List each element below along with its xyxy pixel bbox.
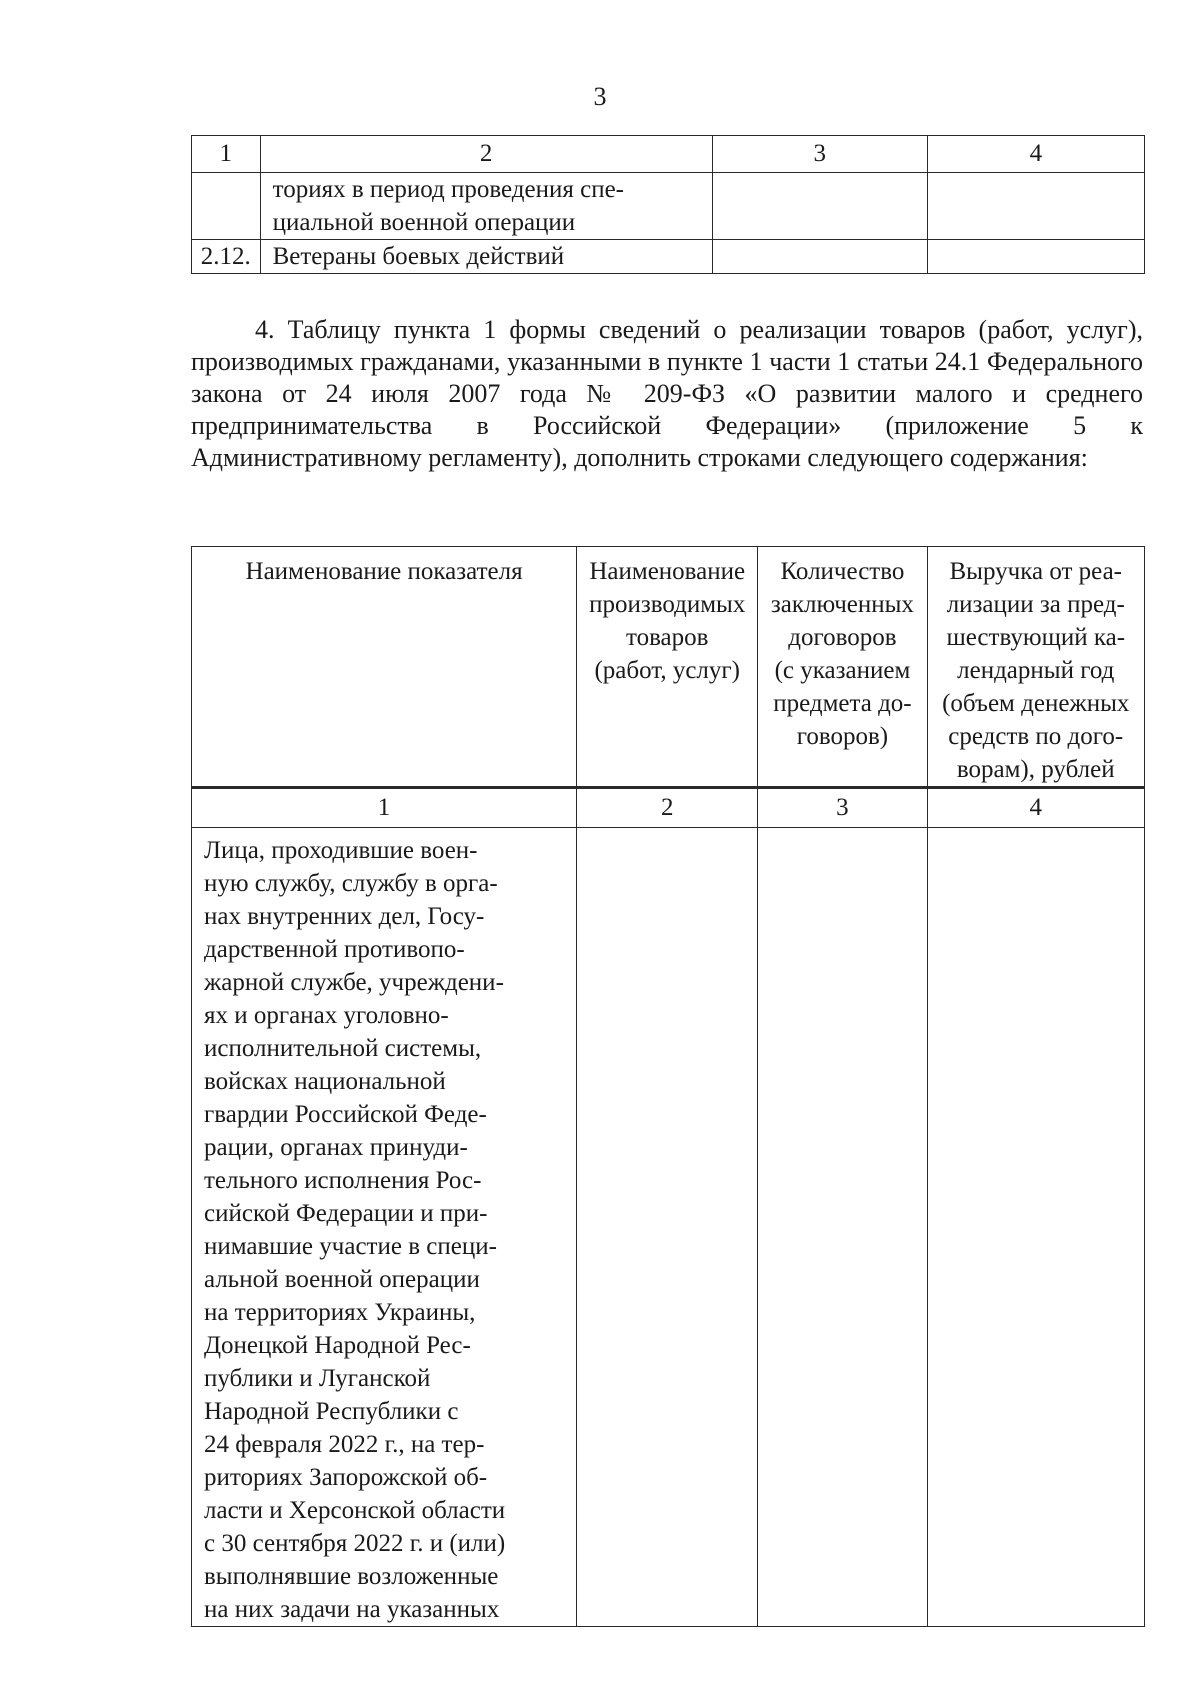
continuation-table	[191, 135, 1145, 274]
column-number-3: 3	[712, 136, 927, 173]
column-number-1: 1	[192, 788, 577, 828]
column-number-3: 3	[758, 788, 927, 828]
table-row	[192, 240, 1145, 274]
column-number-2: 2	[577, 788, 758, 828]
empty-cell	[758, 828, 927, 1627]
column-number-2: 2	[260, 136, 712, 173]
table-row	[192, 173, 1145, 240]
column-numbers-row	[192, 788, 1145, 828]
page-number: 3	[593, 82, 607, 111]
indicator-description: Лица, проходившие воен- ную службу, службу в орга- нах внутренних дел, Госу- дарственной противопо- жарной службе, учреждени- ях и органах уголовно- исполнительной системы, войсках национальной гвардии Российской Феде- рации, органах принуди- тельного исполнения Рос- сийской Федерации и при- нимавшие участие в специ- альной военной операции на территориях Украины, Донецкой Народной Рес- публики и Луганской Народной Республики с 24 февраля 2022 г., на тер- риториях Запорожской об- ласти и Херсонской области с 30 сентября 2022 г. и (или) выполнявшие возложенные на них задачи на указанных	[192, 828, 577, 1627]
column-number-1: 1	[192, 136, 261, 173]
amendment-paragraph: 4. Таблицу пункта 1 формы сведений о реализации товаров (работ, услуг), производимых гражданами, указанными в пункте 1 части 1 статьи 24.1 Федерального закона от 24 июля 2007 года № 209-ФЗ «О развитии малого и среднего предпринимательства в Российской Федерации» (приложение 5 к Административному регламенту), дополнить строками следующего содержания:	[191, 315, 1143, 472]
row-cell-3	[712, 173, 927, 240]
table-header-row	[192, 136, 1145, 173]
column-number-4: 4	[927, 788, 1145, 828]
row-cell-4	[927, 240, 1144, 274]
column-number-4: 4	[927, 136, 1144, 173]
row-cell-4	[927, 173, 1144, 240]
table-header-row	[192, 547, 1145, 788]
row-text: ториях в период проведения спе- циальной военной операции	[260, 173, 712, 240]
header-goods-name: Наименование производимых товаров (работ, услуг)	[577, 547, 758, 788]
header-contracts-count: Количество заключенных договоров (с указанием предмета до- говоров)	[758, 547, 927, 788]
row-text: Ветераны боевых действий	[260, 240, 712, 274]
row-number: 2.12.	[192, 240, 261, 274]
row-cell-3	[712, 240, 927, 274]
empty-cell	[577, 828, 758, 1627]
indicator-table	[191, 546, 1145, 1627]
header-indicator-name: Наименование показателя	[192, 547, 577, 788]
table-row	[192, 828, 1145, 1627]
header-revenue: Выручка от реа- лизации за пред- шествующий ка- лендарный год (объем денежных средств по дого- ворам), рублей	[927, 547, 1145, 788]
empty-cell	[927, 828, 1145, 1627]
row-number	[192, 173, 261, 240]
